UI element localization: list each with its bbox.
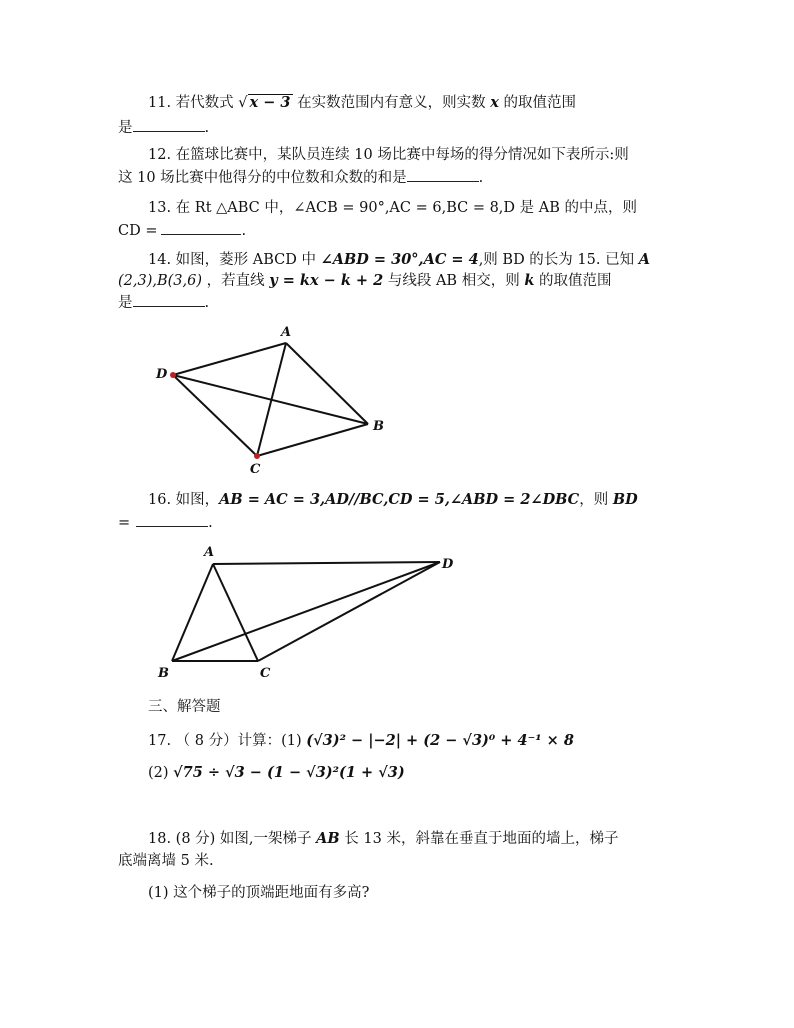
point-c-marker xyxy=(254,453,260,459)
q14-line2m: (2,3),B(3,6) xyxy=(118,273,203,289)
q16-line2 xyxy=(118,512,213,533)
edge-da xyxy=(173,343,286,375)
q18-line1 xyxy=(148,829,618,849)
q11-suffix: 的取值范围 xyxy=(498,95,576,111)
q16-line1m: AB = AC = 3,AD//BC,CD = 5,∠ABD = 2∠DBC xyxy=(219,491,580,508)
q12-end: . xyxy=(478,170,484,186)
fig2-label-d: D xyxy=(442,557,454,572)
q13-line1: 13. 在 Rt △ABC 中，∠ACB = 90°,AC = 6,BC = 8,D 是 AB 的中点，则 xyxy=(148,200,637,216)
q12-line1: 12. 在篮球比赛中，某队员连续 10 场比赛中每场的得分情况如下表所示:则 xyxy=(148,147,629,163)
q14-line1v: A xyxy=(638,251,650,268)
q14-line2b: 与线段 AB 相交，则 xyxy=(383,273,525,289)
q11-var: x xyxy=(490,94,499,111)
q18-line2: 底端离墙 5 米. xyxy=(118,853,214,869)
q11-prefix: 11. 若代数式 xyxy=(148,95,239,111)
segment-cd xyxy=(258,562,440,661)
point-d-marker xyxy=(170,372,176,378)
q16-line1 xyxy=(148,490,638,510)
q11-sqrt: √ x − 3 xyxy=(238,94,291,111)
q16-line1a: 16. 如图， xyxy=(148,492,220,508)
q16-line1v: BD xyxy=(612,491,638,508)
q18-line1v: AB xyxy=(316,830,340,847)
segment-ad xyxy=(213,562,440,564)
q17-line1a: 17. （ 8 分）计算：(1) xyxy=(148,733,307,749)
q14-line1m: ∠ABD = 30°,AC = 4 xyxy=(320,251,479,268)
q16-line2-text: = xyxy=(118,515,131,531)
q14-line2k: k xyxy=(524,272,535,289)
segment-ac xyxy=(213,564,258,661)
segment-bd xyxy=(172,562,440,661)
fig1-label-d: D xyxy=(156,367,168,382)
diagonal-bd xyxy=(173,375,368,424)
q14-line1b: ,则 BD 的长为 15. 已知 xyxy=(478,252,639,268)
q14-line1 xyxy=(148,250,650,270)
q14-line3-text: 是 xyxy=(118,295,133,311)
q11-end: . xyxy=(204,120,210,136)
q14-line2 xyxy=(118,271,611,291)
edge-ab xyxy=(286,343,368,424)
q14-line2a: ，若直线 xyxy=(202,273,270,289)
q14-line2c: 的取值范围 xyxy=(534,273,612,289)
q11-mid: 在实数范围内有意义，则实数 xyxy=(292,95,491,111)
q16-answer-blank[interactable] xyxy=(136,512,208,527)
triangle-figure xyxy=(150,542,460,682)
q14-end: . xyxy=(204,295,210,311)
q14-line1a: 14. 如图，菱形 ABCD 中 xyxy=(148,252,321,268)
fig2-label-a: A xyxy=(204,545,215,560)
fig2-label-c: C xyxy=(260,666,271,681)
q11-answer-blank[interactable] xyxy=(133,117,205,132)
edge-cd xyxy=(173,375,257,456)
q12-line2 xyxy=(118,167,483,188)
q14-line3 xyxy=(118,292,209,313)
q12-answer-blank[interactable] xyxy=(407,167,479,182)
section-heading: 三、解答题 xyxy=(148,699,221,715)
q11-radicand: x − 3 xyxy=(249,94,291,111)
q17-line1 xyxy=(148,731,574,751)
fig1-label-c: C xyxy=(250,462,261,477)
fig2-label-b: B xyxy=(158,666,169,681)
segment-ab xyxy=(172,564,213,661)
q17-expr2: √75 ÷ √3 − (1 − √3)²(1 + √3) xyxy=(173,764,405,781)
q14-answer-blank[interactable] xyxy=(133,292,205,307)
q12-line2-text: 这 10 场比赛中他得分的中位数和众数的和是 xyxy=(118,170,407,186)
q11-line2 xyxy=(118,117,209,138)
q17-line2a: (2) xyxy=(148,765,174,781)
q18-line1b: 长 13 米，斜靠在垂直于地面的墙上，梯子 xyxy=(339,831,619,847)
q13-answer-blank[interactable] xyxy=(161,220,241,235)
q11-line2-text: 是 xyxy=(118,120,133,136)
rhombus-figure xyxy=(140,320,400,480)
q18-line3: (1) 这个梯子的顶端距地面有多高? xyxy=(148,885,370,901)
q17-expr1: (√3)² − |−2| + (2 − √3)⁰ + 4⁻¹ × 8 xyxy=(306,732,574,749)
q18-line1a: 18. (8 分) 如图,一架梯子 xyxy=(148,831,317,847)
edge-bc xyxy=(257,424,368,456)
q11-line1 xyxy=(148,93,576,113)
q13-line2-text: CD = xyxy=(118,223,158,239)
fig1-label-a: A xyxy=(281,325,292,340)
q13-line2 xyxy=(118,220,246,241)
fig1-label-b: B xyxy=(373,419,384,434)
q17-line2 xyxy=(148,763,405,783)
q14-line2eq: y = kx − k + 2 xyxy=(269,272,384,289)
q16-end: . xyxy=(208,515,213,531)
q13-end: . xyxy=(241,223,247,239)
q16-line1b: ，则 xyxy=(579,492,613,508)
